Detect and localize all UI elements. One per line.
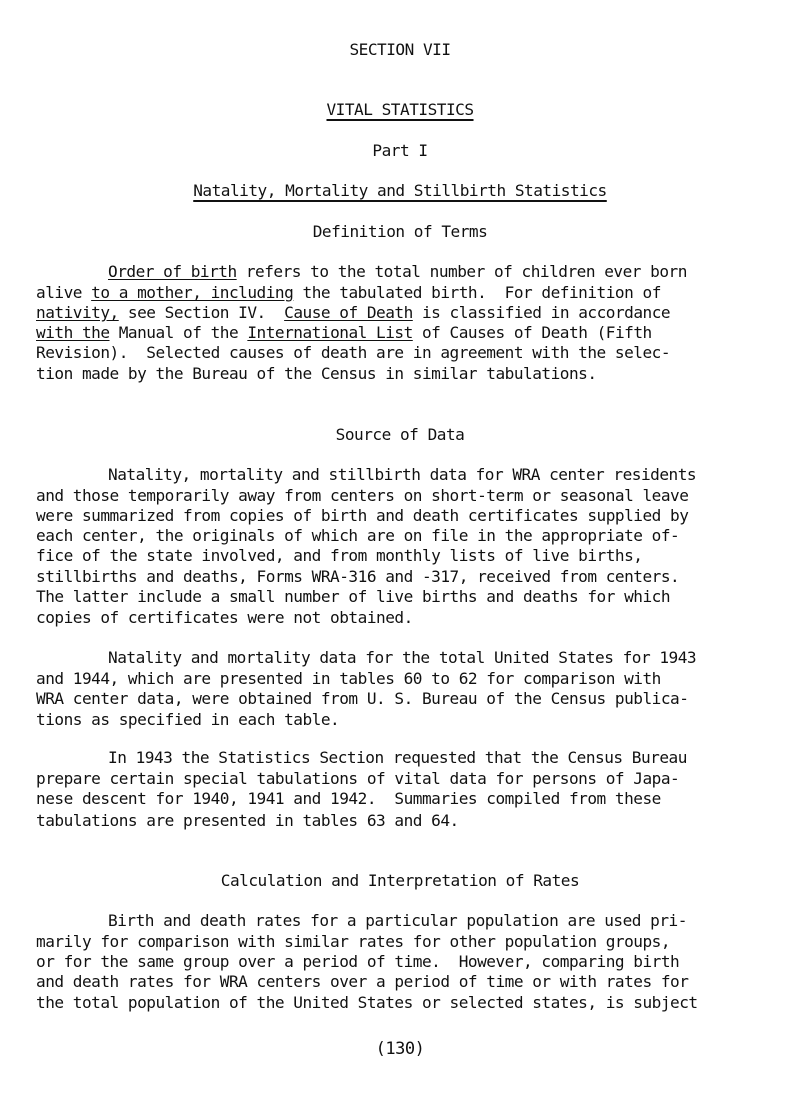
definition-line: Revision). Selected causes of death are in agreement with the selec- xyxy=(36,343,671,362)
rates-line: Birth and death rates for a particular population are used pri- xyxy=(108,911,687,930)
source-line: Natality, mortality and stillbirth data for WRA center residents xyxy=(108,465,697,484)
subtitle: Natality, Mortality and Stillbirth Statistics xyxy=(193,181,607,200)
definition-line: with the Manual of the International List of Causes of Death (Fifth xyxy=(36,323,652,342)
source-line: were summarized from copies of birth and death certificates supplied by xyxy=(36,506,689,525)
part-label: Part I xyxy=(372,141,428,160)
source-line: fice of the state involved, and from monthly lists of live births, xyxy=(36,546,643,565)
definition-line: alive to a mother, including the tabulated birth. For definition of xyxy=(36,283,661,302)
definition-line: Order of birth refers to the total number of children ever born xyxy=(108,262,687,281)
term-nativity: nativity, xyxy=(36,303,119,322)
section-heading: SECTION VII xyxy=(349,40,451,59)
term-order-of-birth: Order of birth xyxy=(108,262,237,281)
source-line: each center, the originals of which are on file in the appropriate of- xyxy=(36,526,680,545)
source-line: copies of certificates were not obtained. xyxy=(36,608,413,627)
document-title: VITAL STATISTICS xyxy=(326,100,474,119)
rates-line: marily for comparison with similar rates for other population groups, xyxy=(36,932,671,951)
source-line: WRA center data, were obtained from U. S. Bureau of the Census publica- xyxy=(36,689,689,708)
definition-line: nativity, see Section IV. Cause of Death is classified in accordance xyxy=(36,303,671,322)
rates-heading: Calculation and Interpretation of Rates xyxy=(220,871,580,890)
source-line: and 1944, which are presented in tables 60 to 62 for comparison with xyxy=(36,669,661,688)
definition-line: tion made by the Bureau of the Census in similar tabulations. xyxy=(36,364,597,383)
source-line: Natality and mortality data for the total United States for 1943 xyxy=(108,648,697,667)
source-line: nese descent for 1940, 1941 and 1942. Summaries compiled from these xyxy=(36,789,661,808)
rates-line: the total population of the United States or selected states, is subject xyxy=(36,993,698,1012)
source-line: prepare certain special tabulations of vital data for persons of Japa- xyxy=(36,769,680,788)
source-line: and those temporarily away from centers on short-term or seasonal leave xyxy=(36,486,689,505)
rates-line: and death rates for WRA centers over a period of time or with rates for xyxy=(36,972,689,991)
source-line: In 1943 the Statistics Section requested that the Census Bureau xyxy=(108,748,687,767)
definitions-heading: Definition of Terms xyxy=(312,222,488,241)
page-number: (130) xyxy=(375,1039,425,1059)
term-cause-of-death: Cause of Death xyxy=(284,303,413,322)
rates-line: or for the same group over a period of time. However, comparing birth xyxy=(36,952,680,971)
source-line: tions as specified in each table. xyxy=(36,710,340,729)
source-heading: Source of Data xyxy=(335,425,465,444)
source-line: stillbirths and deaths, Forms WRA-316 and -317, received from centers. xyxy=(36,567,680,586)
source-line: The latter include a small number of live births and deaths for which xyxy=(36,587,671,606)
source-line: tabulations are presented in tables 63 and 64. xyxy=(36,811,459,830)
